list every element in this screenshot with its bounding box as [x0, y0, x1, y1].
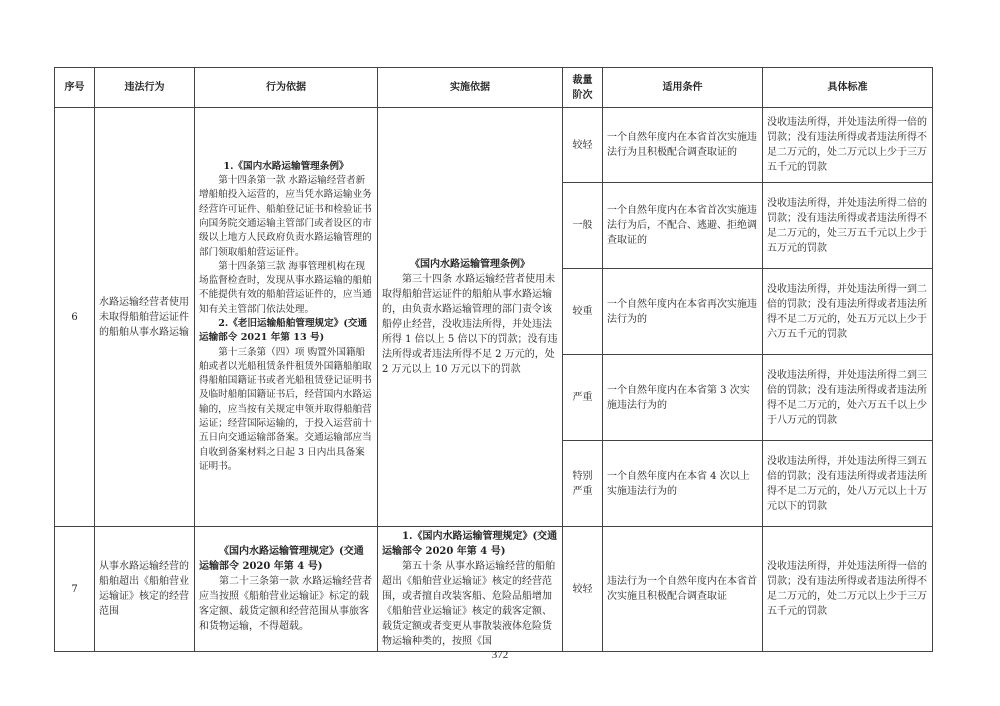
level-cell: 严重 — [563, 355, 603, 441]
header-std: 具体标准 — [763, 68, 933, 108]
header-cond: 适用条件 — [603, 68, 763, 108]
level-cell: 一般 — [563, 183, 603, 269]
basis-paragraph: 第十三条第（四）项 购置外国籍船舶或者以光船租赁条件租赁外国籍船舶取得船舶国籍证书或者光船租赁登记证明书及临时船舶国籍证书后，经营国内水路运输的，应当按有关规定申领并取得船舶营运证；经营国际运输的，于投入运营前十五日向交通运输部备案。交通运输部应当自收到备案材料之日起 3 日内出具备案证明书。 — [199, 346, 372, 472]
level-cell: 较重 — [563, 269, 603, 355]
condition-cell: 违法行为一个自然年度内在本省首次实施且积极配合调查取证 — [603, 527, 763, 652]
basis-paragraph: 第二十三条第一款 水路运输经营者应当按照《船舶营业运输证》标定的载客定额、载货定额和经营范围从事旅客和货物运输，不得超载。 — [199, 576, 373, 632]
row-number: 7 — [55, 527, 95, 652]
basis-title: 2.《老旧运输船舶管理规定》(交通运输部令 2021 年第 13 号) — [199, 318, 368, 344]
condition-cell: 一个自然年度内在本省首次实施违法行为且积极配合调查取证的 — [603, 108, 763, 183]
standard-cell: 没收违法所得，并处违法所得二到三倍的罚款；没有违法所得或者违法所得不足二万元的，处六万五千以上少于八万元的罚款 — [763, 355, 933, 441]
page-number: 372 — [491, 649, 509, 661]
table-header-row — [55, 68, 933, 108]
basis-title: 《国内水路运输管理规定》(交通运输部令 2020 年第 4 号) — [199, 546, 364, 572]
regulation-table — [54, 67, 933, 652]
table-row — [55, 527, 933, 652]
impl-title: 《国内水路运输管理条例》 — [410, 259, 530, 270]
impl-cell — [378, 527, 563, 652]
impl-title: 1.《国内水路运输管理规定》(交通运输部令 2020 年第 4 号) — [382, 531, 558, 557]
header-no: 序号 — [55, 68, 95, 108]
standard-cell: 没收违法所得，并处违法所得三到五倍的罚款；没有违法所得或者违法所得不足二万元的，处八万元以上十万元以下的罚款 — [763, 441, 933, 527]
condition-cell: 一个自然年度内在本省首次实施违法行为后，不配合、逃避、拒绝调查取证的 — [603, 183, 763, 269]
condition-cell: 一个自然年度内在本省第 3 次实施违法行为的 — [603, 355, 763, 441]
standard-cell: 没收违法所得，并处违法所得一倍的罚款；没有违法所得或者违法所得不足二万元的，处二万元以上少于三万五千元的罚款 — [763, 527, 933, 652]
standard-cell: 没收违法所得，并处违法所得一倍的罚款；没有违法所得或者违法所得不足二万元的，处二万元以上少于三万五千元的罚款 — [763, 108, 933, 183]
header-impl: 实施依据 — [378, 68, 563, 108]
impl-paragraph: 第三十四条 水路运输经营者使用未取得船舶营运证件的船舶从事水路运输的，由负责水路运输管理的部门责令该船停止经营，没收违法所得，并处违法所得 1 倍以上 5 倍以下的罚款；没有违法所得或者违法所得不足 2 万元的，处 2 万元以上 10 万元以下的罚款 — [382, 274, 558, 375]
standard-cell: 没收违法所得，并处违法所得二倍的罚款；没有违法所得或者违法所得不足二万元的，处三万五千元以上少于五万元的罚款 — [763, 183, 933, 269]
header-basis: 行为依据 — [195, 68, 378, 108]
impl-paragraph: 第五十条 从事水路运输经营的船舶超出《船舶营业运输证》核定的经营范围，或者擅自改装客船、危险品船增加《船舶营业运输证》核定的载客定额、载货定额或者变更从事散装液体危险货物运输种类的，按照《国 — [382, 561, 556, 647]
violation-cell: 从事水路运输经营的船舶超出《船舶营业运输证》核定的经营范围 — [95, 527, 195, 652]
condition-cell: 一个自然年度内在本省 4 次以上实施违法行为的 — [603, 441, 763, 527]
basis-title: 1.《国内水路运输管理条例》 — [223, 160, 349, 172]
table-row — [55, 108, 933, 183]
basis-paragraph: 第十四条第一款 水路运输经营者新增船舶投入运营的，应当凭水路运输业务经营许可证件、船舶登记证书和检验证书向国务院交通运输主管部门或者设区的市级以上地方人民政府负责水路运输管理的部门领取船舶营运证件。 — [199, 175, 372, 258]
standard-cell: 没收违法所得，并处违法所得一到二倍的罚款；没有违法所得或者违法所得不足二万元的，处五万元以上少于六万五千元的罚款 — [763, 269, 933, 355]
basis-cell — [195, 527, 378, 652]
violation-cell: 水路运输经营者使用未取得船舶营运证件的船舶从事水路运输 — [95, 108, 195, 527]
header-violation: 违法行为 — [95, 68, 195, 108]
level-cell: 较轻 — [563, 108, 603, 183]
level-cell: 特别 严重 — [563, 441, 603, 527]
row-number: 6 — [55, 108, 95, 527]
condition-cell: 一个自然年度内在本省再次实施违法行为的 — [603, 269, 763, 355]
basis-paragraph: 第十四条第三款 海事管理机构在现场监督检查时，发现从事水路运输的船舶不能提供有效的船舶营运证件的，应当通知有关主管部门依法处理。 — [199, 260, 372, 315]
basis-cell — [195, 108, 378, 527]
level-cell: 较轻 — [563, 527, 603, 652]
impl-cell — [378, 108, 563, 527]
header-level: 裁量 阶次 — [563, 68, 603, 108]
